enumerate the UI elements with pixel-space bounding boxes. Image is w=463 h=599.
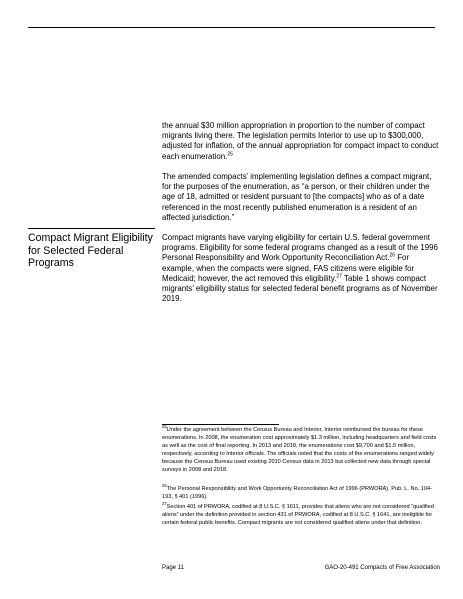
body-paragraph-1: [162, 121, 440, 162]
section-heading: Compact Migrant Eligibility for Selected Federal Programs: [28, 232, 153, 270]
footnote-number: 26: [162, 483, 167, 489]
footnote-number: 27: [162, 501, 167, 507]
footnote-26: [162, 483, 438, 502]
paragraph-text: the annual $30 million appropriation in proportion to the number of compact migrants living there. The legislation permits Interior to use up to $300,000, adjusted for inflation, of the annual appropriation for compact impact to conduct each enumeration.: [162, 121, 439, 161]
footnote-ref[interactable]: 27: [336, 273, 342, 280]
footnote-rule: [162, 424, 279, 425]
footnote-number: 25: [162, 424, 167, 430]
header-rule: [28, 27, 435, 28]
document-id: GAO-20-491 Compacts of Free Association: [324, 565, 440, 571]
footnote-25: [162, 424, 438, 474]
paragraph-text: Table 1 shows compact migrants’ eligibility status for selected federal benefit programs as of November 2019.: [162, 273, 438, 304]
page-number: Page 11: [162, 565, 184, 571]
footnote-27: [162, 501, 438, 528]
paragraph-text: Compact migrants have varying eligibility for certain U.S. federal government programs. Eligibility for some federal programs changed as a result of the 1996 Personal Responsibility and Work Opportunity Reconciliation Act.: [162, 233, 438, 263]
footnote-ref[interactable]: 26: [389, 252, 396, 259]
body-paragraph-3: [162, 233, 440, 304]
footnote-text: The Personal Responsibility and Work Opportunity Reconciliation Act of 1996 (PRWORA), Pub. L. No. 104-193, § 401 (1996).: [162, 486, 432, 500]
section-heading-rule: [28, 228, 155, 229]
paragraph-text: For example, when the compacts were signed, FAS citizens were eligible for Medicaid; however, the act removed this eligibility.: [162, 253, 415, 283]
footnote-text: Section 401 of PRWORA, codified at 8 U.S.C. § 1611, provides that aliens who are not considered “qualified aliens” under the definition provided in section 431 of PRWORA, codified at 8 U.S.C. § 1641, are ineligible for certain federal public benefits. Compact migrants are not considered qualified aliens under that definition.: [162, 504, 434, 526]
footnote-ref[interactable]: 25: [227, 150, 233, 157]
body-paragraph-2: The amended compacts’ implementing legislation defines a compact migrant, for the purposes of the enumeration, as “a person, or their children under the age of 18, admitted or resident pursuant to [the compacts] who as of a date referenced in the most recently published enumeration is a resident of an affected jurisdiction.”: [162, 172, 432, 222]
footnote-text: Under the agreement between the Census Bureau and Interior, Interior reimbursed the bureau for these enumerations. In 2008, the enumeration cost approximately $1.3 million, including headquarters and field costs as well as the cost of final reporting. In 2013 and 2018, the enumerations cost $9,700 and $1.5 million, respectively, according to Interior officials. The officials noted that the costs of the enumerations ranged widely because the Census Bureau used existing 2010 Census data in 2013 but collected new data through special surveys in 2008 and 2018.: [162, 427, 437, 473]
